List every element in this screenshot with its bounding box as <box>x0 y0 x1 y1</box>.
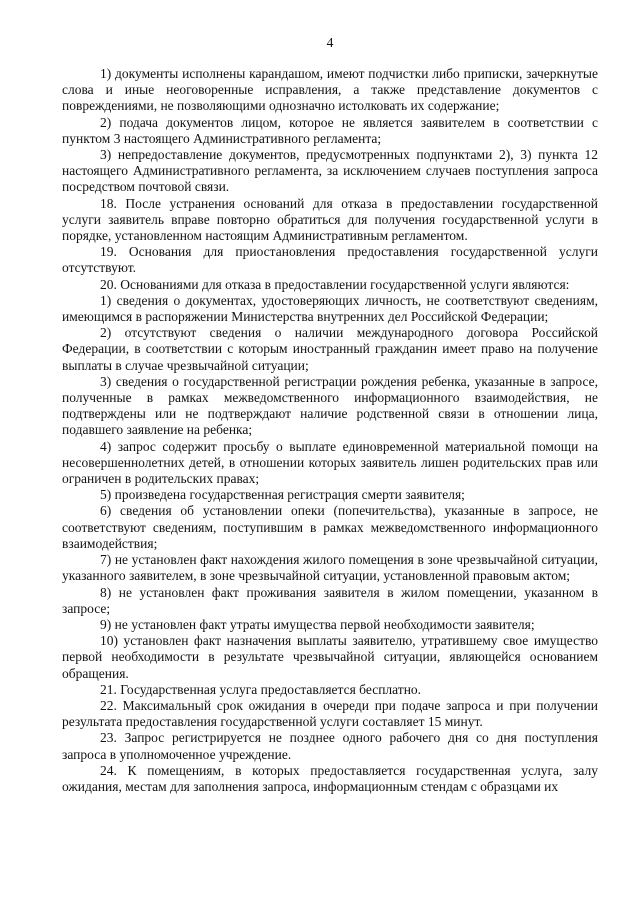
paragraph-20-item-10: 10) установлен факт назначения выплаты заявителю, утратившему свое имущество первой необходимости в результате чрезвычайной ситуации, являющейся основанием обращения. <box>62 633 598 681</box>
paragraph-23: 23. Запрос регистрируется не позднее одного рабочего дня со дня поступления запроса в уполномоченное учреждение. <box>62 730 598 762</box>
paragraph-20-item-8: 8) не установлен факт проживания заявителя в жилом помещении, указанном в запросе; <box>62 584 598 616</box>
paragraph-20-item-9: 9) не установлен факт утраты имущества первой необходимости заявителя; <box>100 616 535 632</box>
page-number: 4 <box>326 35 334 50</box>
paragraph-item-2-not-applicant: 2) подача документов лицом, которое не является заявителем в соответствии с пунктом 3 настоящего Административного регламента; <box>62 114 598 146</box>
paragraph-24: 24. К помещениям, в которых предоставляется государственная услуга, залу ожидания, местам для заполнения запроса, информационным стендам с образцами их <box>62 762 598 794</box>
paragraph-20-item-3: 3) сведения о государственной регистрации рождения ребенка, указанные в запросе, полученные в рамках межведомственного информационного взаимодействия, не подтверждены или не подтверждают наличие родственной связи в отношении лица, подавшего заявление на ребенка; <box>62 373 598 438</box>
paragraph-20-item-7: 7) не установлен факт нахождения жилого помещения в зоне чрезвычайной ситуации, указанного заявителем, в зоне чрезвычайной ситуации, установленной правовым актом; <box>62 552 598 584</box>
paragraph-20-item-4: 4) запрос содержит просьбу о выплате единовременной материальной помощи на несовершеннолетних детей, в отношении которых заявитель лишен родительских прав или ограничен в родительских правах; <box>62 438 598 487</box>
paragraph-item-3-missing-documents: 3) непредоставление документов, предусмотренных подпунктами 2), 3) пункта 12 настоящего Административного регламента, за исключением случаев поступления запроса посредством почтовой связи. <box>62 147 598 195</box>
paragraph-item-1-documents-pencil: 1) документы исполнены карандашом, имеют подчистки либо приписки, зачеркнутые слова и иные неоговоренные исправления, а также представление документов с повреждениями, не позволяющими однозначно истолковать их содержание; <box>62 66 598 114</box>
paragraph-20: 20. Основаниями для отказа в предоставлении государственной услуги являются: <box>100 276 570 292</box>
paragraph-20-item-6: 6) сведения об установлении опеки (попечительства), указанные в запросе, не соответствуют сведениям, поступившим в рамках межведомственного информационного взаимодействия; <box>62 503 598 551</box>
paragraph-22: 22. Максимальный срок ожидания в очереди при подаче запроса и при получении результата предоставления государственной услуги составляет 15 минут. <box>62 697 598 730</box>
paragraph-18: 18. После устранения оснований для отказа в предоставлении государственной услуги заявитель вправе повторно обратиться для получения государственной услуги в порядке, установленном настоящим Административным регламентом. <box>62 195 598 244</box>
paragraph-21: 21. Государственная услуга предоставляется бесплатно. <box>100 681 422 697</box>
paragraph-20-item-5: 5) произведена государственная регистрация смерти заявителя; <box>100 487 465 503</box>
paragraph-20-item-2: 2) отсутствуют сведения о наличии международного договора Российской Федерации, в соответствии с которым иностранный гражданин имеет право на получение выплаты в случае чрезвычайной ситуации; <box>62 325 598 373</box>
paragraph-19: 19. Основания для приостановления предоставления государственной услуги отсутствуют. <box>62 244 598 276</box>
paragraph-20-item-1: 1) сведения о документах, удостоверяющих личность, не соответствуют сведениям, имеющимся в распоряжении Министерства внутренних дел Российской Федерации; <box>62 292 598 325</box>
document-page <box>62 34 598 795</box>
